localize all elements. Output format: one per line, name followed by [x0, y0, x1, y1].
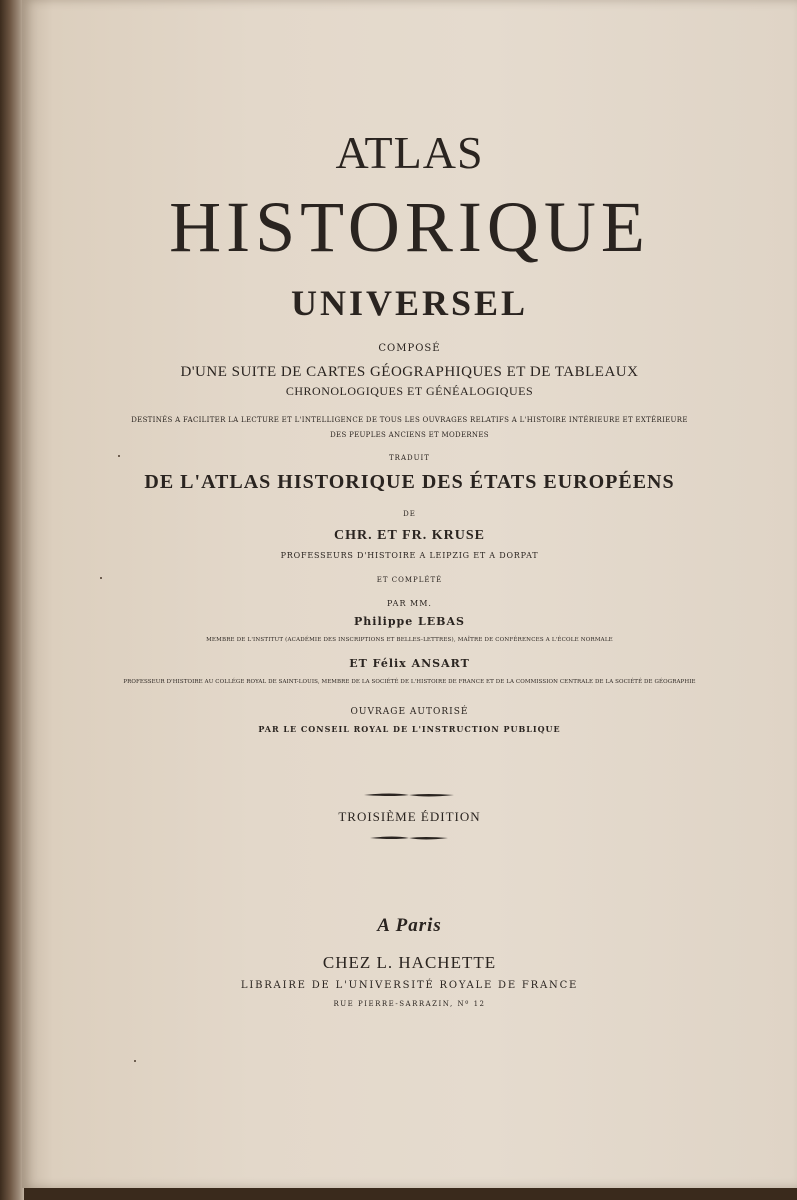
authors-role: PROFESSEURS D'HISTOIRE A LEIPZIG ET A DORPAT — [280, 551, 539, 560]
address-line: RUE PIERRE-SARRAZIN, Nº 12 — [333, 1000, 486, 1008]
lebas-name: Philippe LEBAS — [354, 615, 465, 628]
edition-line: TROISIÈME ÉDITION — [338, 809, 481, 824]
publisher-line: CHEZ L. HACHETTE — [322, 953, 497, 972]
subtitle-suite: D'UNE SUITE DE CARTES GÉOGRAPHIQUES ET DE TABLEAUX — [180, 364, 639, 380]
de-line: DE — [403, 510, 416, 518]
conseil-line: PAR LE CONSEIL ROYAL DE L'INSTRUCTION PUBLIQUE — [258, 724, 561, 734]
authors-line: CHR. ET FR. KRUSE — [334, 528, 485, 543]
lebas-role: MEMBRE DE L'INSTITUT (ACADÉMIE DES INSCRIPTIONS ET BELLES-LETTRES), MAÎTRE DE CONFÉRENCES A L'ÉCOLE NORMALE — [206, 637, 613, 643]
traduit-line: TRADUIT — [389, 454, 430, 462]
subtitle-chrono: CHRONOLOGIQUES ET GÉNÉALOGIQUES — [285, 384, 534, 398]
ornament-rule-bottom — [22, 834, 797, 842]
par-mm-line: PAR MM. — [387, 599, 432, 608]
title-page — [22, 0, 797, 1188]
compose-line: COMPOSÉ — [378, 343, 441, 354]
publisher-role: LIBRAIRE DE L'UNIVERSITÉ ROYALE DE FRANCE — [240, 980, 579, 991]
paper-spot — [100, 577, 102, 579]
complete-line: ET COMPLÉTÉ — [376, 576, 443, 584]
peuples-line: DES PEUPLES ANCIENS ET MODERNES — [330, 431, 489, 439]
paper-spot — [118, 455, 120, 457]
title-historique: HISTORIQUE — [169, 187, 650, 267]
book-binding — [0, 0, 24, 1200]
ansart-role: PROFESSEUR D'HISTOIRE AU COLLÉGE ROYAL DE SAINT-LOUIS, MEMBRE DE LA SOCIÉTÉ DE L'HISTOIRE DE FRANCE ET DE LA COMMISSION CENTRALE DE LA SOCIÉTÉ DE GÉOGRAPHIE — [123, 679, 696, 685]
ansart-name: ET Félix ANSART — [349, 657, 470, 670]
title-atlas: ATLAS — [335, 127, 484, 178]
city-line: A Paris — [377, 915, 442, 936]
source-atlas-title: DE L'ATLAS HISTORIQUE DES ÉTATS EUROPÉENS — [144, 471, 675, 493]
paper-spot — [134, 1060, 136, 1062]
purpose-line: DESTINÉS A FACILITER LA LECTURE ET L'INTELLIGENCE DE TOUS LES OUVRAGES RELATIFS A L'HISTOIRE INTÉRIEURE ET EXTÉRIEURE — [131, 416, 688, 424]
title-universel: UNIVERSEL — [290, 283, 529, 323]
ouvrage-autorise: OUVRAGE AUTORISÉ — [350, 707, 469, 717]
ornament-rule-top — [22, 791, 797, 799]
